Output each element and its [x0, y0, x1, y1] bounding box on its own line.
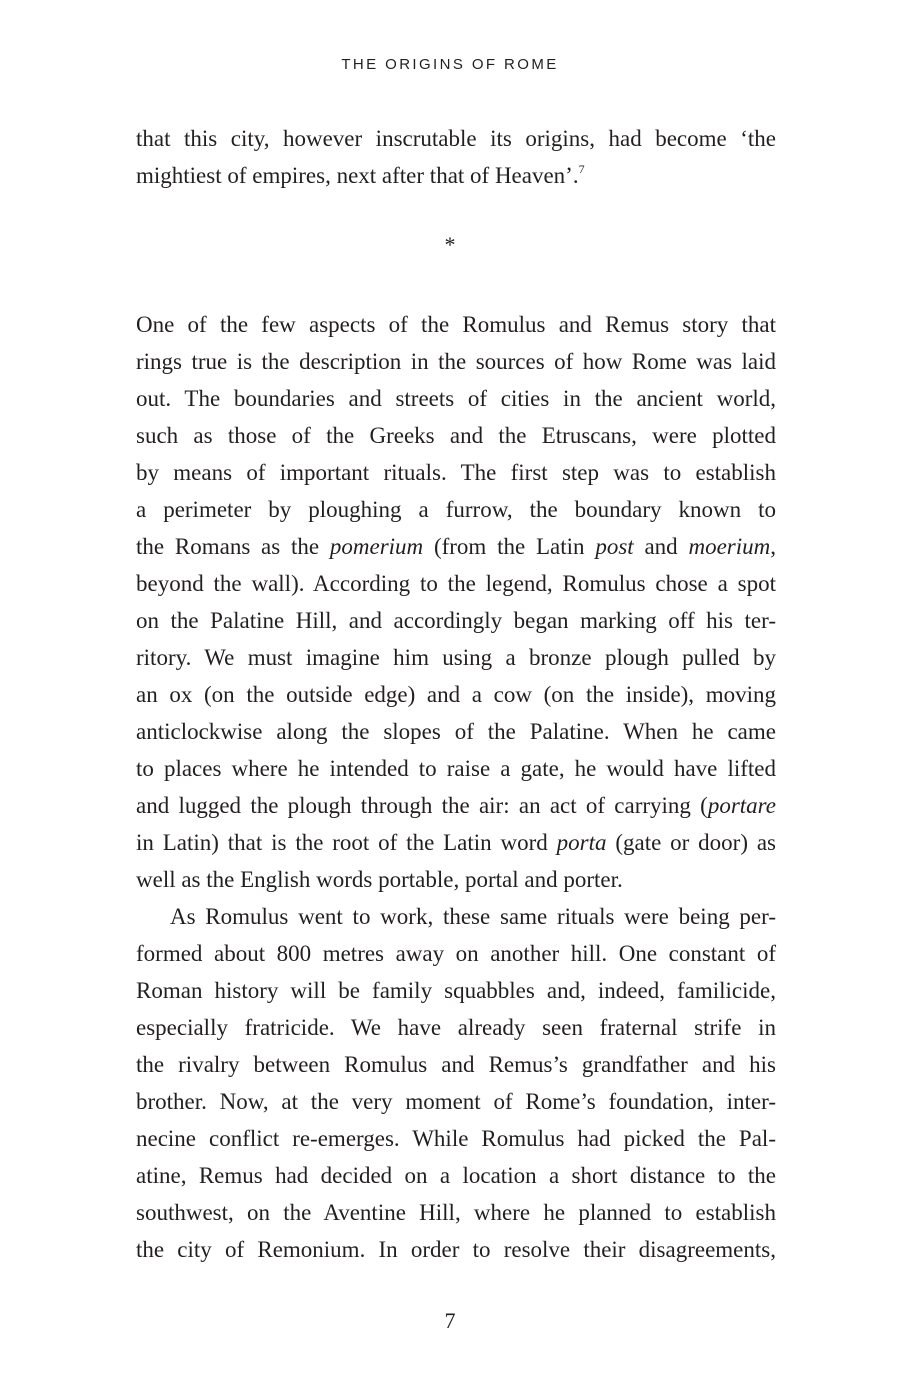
text-line: necine conflict re-emerges. While Romulus had picked the Pal-	[136, 1126, 776, 1151]
text-line: Roman history will be family squabbles and, indeed, familicide,	[136, 978, 776, 1003]
latin-term: pomerium	[329, 534, 424, 559]
text-line	[136, 157, 776, 194]
text-line: beyond the wall). According to the legend, Romulus chose a spot	[136, 571, 776, 596]
text-line: an ox (on the outside edge) and a cow (on the inside), moving	[136, 682, 776, 707]
text-line: formed about 800 metres away on another hill. One constant of	[136, 941, 776, 966]
text-line: rings true is the description in the sources of how Rome was laid	[136, 349, 776, 374]
text-fragment: and lugged the plough through the air: an act of carrying (	[136, 793, 708, 818]
text-line: that this city, however inscrutable its origins, had become ‘the	[136, 126, 776, 151]
latin-term: moerium	[688, 534, 771, 559]
text-fragment: mightiest of empires, next after that of Heaven’.	[136, 163, 579, 188]
text-line	[136, 528, 776, 565]
text-line: southwest, on the Aventine Hill, where he planned to establish	[136, 1200, 776, 1225]
text-line: the rivalry between Romulus and Remus’s grandfather and his	[136, 1052, 776, 1077]
page-number: 7	[444, 1308, 456, 1333]
text-fragment: and	[633, 534, 689, 559]
text-line: well as the English words portable, portal and porter.	[136, 867, 623, 892]
text-line: a perimeter by ploughing a furrow, the boundary known to	[136, 497, 776, 522]
text-fragment: (from the Latin	[423, 534, 596, 559]
text-line: ritory. We must imagine him using a bronze plough pulled by	[136, 645, 776, 670]
text-fragment: the Romans as the	[136, 534, 330, 559]
text-line: the city of Remonium. In order to resolve their disagreements,	[136, 1237, 776, 1262]
text-line: As Romulus went to work, these same rituals were being per-	[170, 904, 776, 929]
text-line: especially fratricide. We have already seen fraternal strife in	[136, 1015, 776, 1040]
footnote-reference[interactable]: 7	[578, 162, 585, 176]
text-line: on the Palatine Hill, and accordingly began marking off his ter-	[136, 608, 776, 633]
latin-term: post	[595, 534, 634, 559]
text-line: anticlockwise along the slopes of the Palatine. When he came	[136, 719, 776, 744]
text-line	[136, 824, 776, 861]
latin-term: portare	[707, 793, 776, 818]
continued-paragraph	[136, 120, 776, 194]
text-line	[136, 787, 776, 824]
text-line: atine, Remus had decided on a location a short distance to the	[136, 1163, 776, 1188]
text-fragment: ,	[770, 534, 776, 559]
section-break-ornament: *	[444, 232, 456, 257]
text-line: by means of important rituals. The first step was to establish	[136, 460, 776, 485]
text-line: brother. Now, at the very moment of Rome’s foundation, inter-	[136, 1089, 776, 1114]
text-line: to places where he intended to raise a gate, he would have lifted	[136, 756, 776, 781]
text-line: such as those of the Greeks and the Etruscans, were plotted	[136, 423, 776, 448]
text-fragment: (gate or door) as	[606, 830, 776, 855]
text-line: out. The boundaries and streets of cities in the ancient world,	[136, 386, 776, 411]
running-header: THE ORIGINS OF ROME	[341, 56, 559, 73]
latin-term: porta	[556, 830, 607, 855]
text-fragment: in Latin) that is the root of the Latin word	[136, 830, 557, 855]
text-line: One of the few aspects of the Romulus and Remus story that	[136, 312, 776, 337]
body-text	[136, 306, 776, 1268]
